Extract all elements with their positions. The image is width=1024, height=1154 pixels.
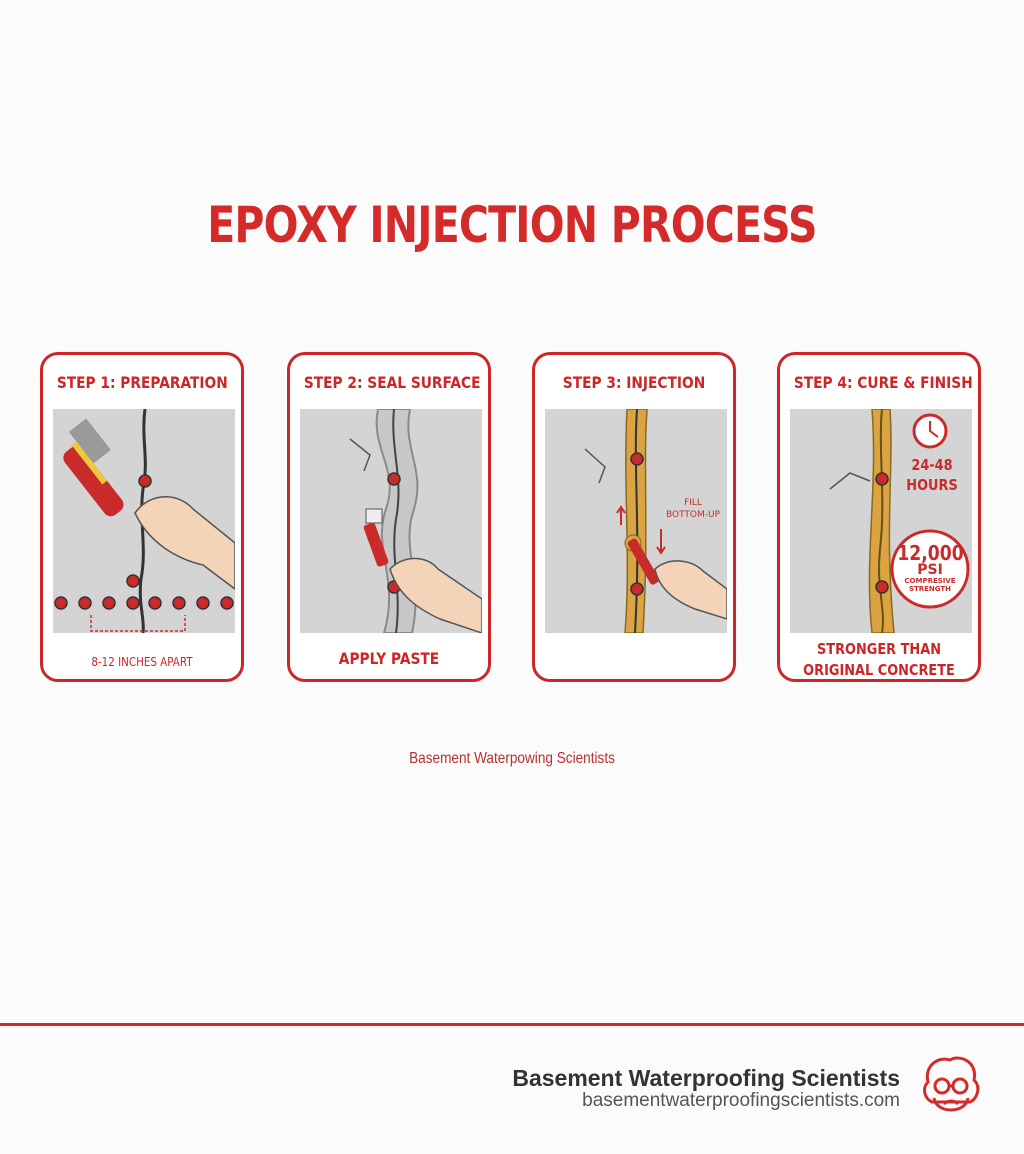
step-1-card bbox=[40, 352, 244, 682]
page-title: EPOXY INJECTION PROCESS bbox=[207, 196, 817, 254]
step-4-illustration bbox=[790, 409, 972, 633]
step-3-card bbox=[532, 352, 736, 682]
step-2-title: STEP 2: SEAL SURFACE bbox=[303, 373, 481, 392]
stronger-line-1: STRONGER THAN bbox=[816, 640, 941, 658]
footer-divider bbox=[0, 1023, 1024, 1026]
psi-label-2: STRENGTH bbox=[908, 585, 952, 593]
cure-time-range: 24-48 bbox=[911, 456, 953, 474]
hand-icon bbox=[655, 561, 727, 619]
step-2-illustration bbox=[300, 409, 482, 633]
wire-brush-icon bbox=[60, 418, 127, 519]
hand-icon bbox=[135, 497, 235, 589]
psi-label-1: COMPRESIVE bbox=[904, 577, 956, 585]
psi-unit: PSI bbox=[917, 562, 943, 578]
psi-value: 12,000 bbox=[897, 541, 964, 565]
brand-name: Basement Waterproofing Scientists bbox=[512, 1065, 900, 1091]
scientist-logo-icon bbox=[920, 1052, 982, 1137]
step-1-illustration bbox=[53, 409, 235, 633]
stronger-line-2: ORIGINAL CONCRETE bbox=[803, 661, 955, 679]
cure-time bbox=[904, 455, 959, 495]
cure-time-unit: HOURS bbox=[906, 476, 958, 494]
step-3-title: STEP 3: INJECTION bbox=[562, 373, 706, 392]
psi-badge bbox=[892, 543, 968, 593]
apply-paste-caption: APPLY PASTE bbox=[338, 649, 440, 668]
step-4-card bbox=[777, 352, 981, 682]
watermark-text: Basement Waterpowing Scientists bbox=[409, 750, 615, 767]
step-1-title: STEP 1: PREPARATION bbox=[56, 373, 228, 392]
clock-icon bbox=[914, 415, 946, 447]
spacing-caption: 8-12 INCHES APART bbox=[91, 655, 193, 669]
step-4-title: STEP 4: CURE & FINISH bbox=[793, 373, 973, 392]
step-3-illustration bbox=[545, 409, 727, 633]
step-2-card bbox=[287, 352, 491, 682]
brand-url[interactable]: basementwaterproofingscientists.com bbox=[582, 1090, 900, 1111]
bottom-up-label: BOTTOM-UP bbox=[665, 510, 721, 520]
stronger-caption bbox=[794, 639, 964, 681]
fill-label: FILL bbox=[684, 498, 702, 508]
fill-annotation bbox=[663, 497, 723, 521]
